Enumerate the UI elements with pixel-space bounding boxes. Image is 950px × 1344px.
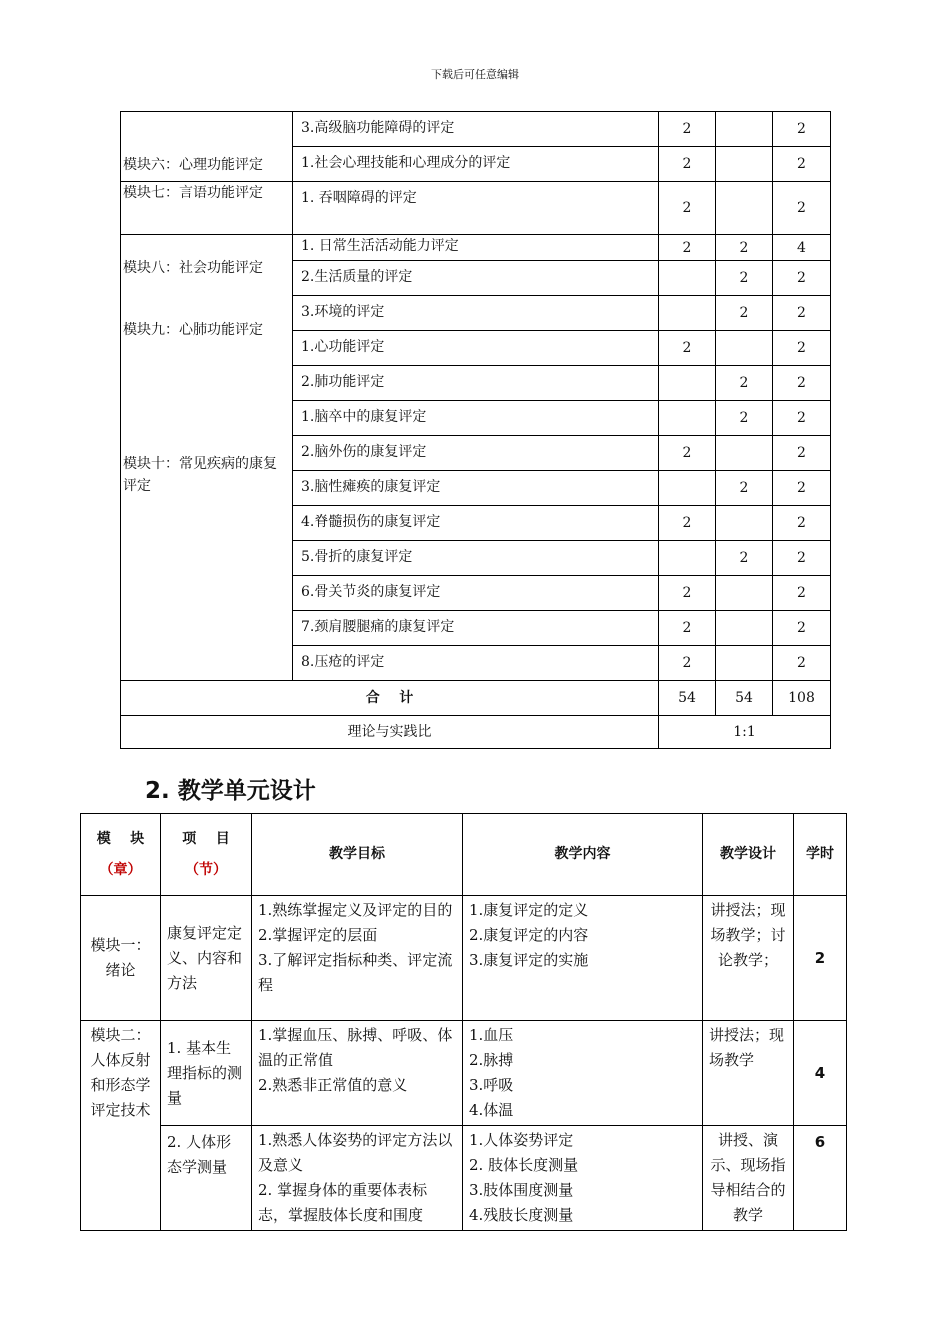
total-hours: 108 xyxy=(773,681,831,716)
goal-line: 3.了解评定指标种类、评定流程 xyxy=(258,951,453,994)
header-module-label: 模 块 xyxy=(96,830,145,847)
hours-table xyxy=(120,111,831,749)
total-cell: 2 xyxy=(773,436,831,471)
item-cell xyxy=(293,182,659,235)
hours-cell: 6 xyxy=(794,1126,847,1231)
item-cell xyxy=(293,296,659,331)
module-cell xyxy=(121,182,293,235)
header-hours: 学时 xyxy=(794,814,847,896)
theory-cell: 2 xyxy=(659,611,716,646)
total-cell: 2 xyxy=(773,471,831,506)
total-cell: 2 xyxy=(773,296,831,331)
item-label: 3.环境的评定 xyxy=(301,304,385,320)
header-project xyxy=(161,814,252,896)
total-cell: 2 xyxy=(773,576,831,611)
total-cell: 2 xyxy=(773,541,831,576)
theory-cell: 2 xyxy=(659,436,716,471)
header-goal: 教学目标 xyxy=(252,814,463,896)
module-cell xyxy=(121,112,293,182)
content-cell xyxy=(463,896,703,1021)
item-label: 1. 吞咽障碍的评定 xyxy=(301,190,417,206)
theory-cell xyxy=(659,471,716,506)
goal-cell xyxy=(252,1021,463,1126)
goal-line: 2. 掌握身体的重要体表标志，掌握肢体长度和围度 xyxy=(258,1181,428,1224)
total-cell: 2 xyxy=(773,366,831,401)
total-theory: 54 xyxy=(659,681,716,716)
item-cell xyxy=(293,541,659,576)
item-label: 8.压疮的评定 xyxy=(301,654,385,670)
item-label: 1.脑卒中的康复评定 xyxy=(301,409,427,425)
ratio-label: 理论与实践比 xyxy=(121,716,659,749)
theory-cell xyxy=(659,541,716,576)
total-cell: 2 xyxy=(773,182,831,235)
content-line: 1.人体姿势评定 xyxy=(469,1131,574,1149)
item-cell xyxy=(293,235,659,261)
theory-cell xyxy=(659,401,716,436)
practice-cell: 2 xyxy=(716,261,773,296)
goal-line: 2.熟悉非正常值的意义 xyxy=(258,1076,408,1094)
theory-cell xyxy=(659,296,716,331)
header-project-sub: （节） xyxy=(185,861,227,878)
item-label: 2.脑外伤的康复评定 xyxy=(301,444,427,460)
hours-cell: 4 xyxy=(794,1021,847,1126)
project-cell: 康复评定定义、内容和方法 xyxy=(161,896,252,1021)
practice-cell xyxy=(716,182,773,235)
design-cell: 讲授法；现场教学；讨论教学； xyxy=(703,896,794,1021)
module-cell: 模块一：绪论 xyxy=(81,896,161,1021)
content-line: 3.康复评定的实施 xyxy=(469,951,589,969)
total-cell: 2 xyxy=(773,331,831,366)
theory-cell xyxy=(659,261,716,296)
item-cell xyxy=(293,471,659,506)
item-cell xyxy=(293,436,659,471)
goal-line: 2.掌握评定的层面 xyxy=(258,926,378,944)
item-cell xyxy=(293,576,659,611)
page-header: 下载后可任意编辑 xyxy=(431,68,519,81)
total-cell: 2 xyxy=(773,261,831,296)
practice-cell: 2 xyxy=(716,471,773,506)
header-project-label: 项 目 xyxy=(182,830,230,847)
practice-cell xyxy=(716,576,773,611)
theory-cell: 2 xyxy=(659,235,716,261)
content-line: 4.体温 xyxy=(469,1101,514,1119)
item-label: 5.骨折的康复评定 xyxy=(301,549,413,565)
content-line: 2.康复评定的内容 xyxy=(469,926,589,944)
total-cell: 2 xyxy=(773,147,831,182)
practice-cell: 2 xyxy=(716,235,773,261)
total-label: 合 计 xyxy=(121,681,659,716)
practice-cell xyxy=(716,331,773,366)
goal-line: 1.熟悉人体姿势的评定方法以及意义 xyxy=(258,1131,453,1174)
ratio-value: 1:1 xyxy=(659,716,831,749)
total-cell: 2 xyxy=(773,646,831,681)
practice-cell xyxy=(716,506,773,541)
module-label: 模块七：言语功能评定 xyxy=(123,185,263,201)
content-line: 3.呼吸 xyxy=(469,1076,514,1094)
section-title: 2. 教学单元设计 xyxy=(145,778,316,804)
theory-cell: 2 xyxy=(659,646,716,681)
theory-cell: 2 xyxy=(659,506,716,541)
module-label: 模块九：心肺功能评定 xyxy=(123,322,263,338)
header-design: 教学设计 xyxy=(703,814,794,896)
project-cell: 2. 人体形态学测量 xyxy=(161,1126,252,1231)
practice-cell: 2 xyxy=(716,366,773,401)
theory-cell: 2 xyxy=(659,112,716,147)
item-label: 1.心功能评定 xyxy=(301,339,385,355)
content-cell xyxy=(463,1126,703,1231)
module-label: 模块十：常见疾病的康复评定 xyxy=(123,456,277,494)
practice-cell xyxy=(716,112,773,147)
content-line: 1.血压 xyxy=(469,1026,514,1044)
item-label: 1.社会心理技能和心理成分的评定 xyxy=(301,155,511,171)
project-cell: 1. 基本生理指标的测量 xyxy=(161,1021,252,1126)
item-label: 3.高级脑功能障碍的评定 xyxy=(301,120,455,136)
theory-cell: 2 xyxy=(659,331,716,366)
item-label: 2.肺功能评定 xyxy=(301,374,385,390)
content-line: 2. 肢体长度测量 xyxy=(469,1156,579,1174)
header-module-sub: （章） xyxy=(99,861,142,878)
theory-cell: 2 xyxy=(659,182,716,235)
item-cell xyxy=(293,506,659,541)
hours-cell: 2 xyxy=(794,896,847,1021)
item-cell xyxy=(293,112,659,147)
total-cell: 2 xyxy=(773,401,831,436)
item-cell xyxy=(293,611,659,646)
goal-line: 1.熟练掌握定义及评定的目的 xyxy=(258,901,453,919)
theory-cell: 2 xyxy=(659,147,716,182)
unit-design-table xyxy=(80,813,847,1231)
item-label: 4.脊髓损伤的康复评定 xyxy=(301,514,441,530)
goal-line: 1.掌握血压、脉搏、呼吸、体温的正常值 xyxy=(258,1026,453,1069)
module-cell xyxy=(121,235,293,681)
item-cell xyxy=(293,646,659,681)
total-cell: 4 xyxy=(773,235,831,261)
practice-cell xyxy=(716,147,773,182)
practice-cell: 2 xyxy=(716,296,773,331)
item-cell xyxy=(293,261,659,296)
item-label: 6.骨关节炎的康复评定 xyxy=(301,584,441,600)
total-cell: 2 xyxy=(773,112,831,147)
theory-cell: 2 xyxy=(659,576,716,611)
total-cell: 2 xyxy=(773,506,831,541)
design-cell: 讲授、演示、现场指导相结合的教学 xyxy=(703,1126,794,1231)
content-cell xyxy=(463,1021,703,1126)
practice-cell: 2 xyxy=(716,541,773,576)
item-cell xyxy=(293,331,659,366)
module-label: 模块八：社会功能评定 xyxy=(123,260,263,276)
goal-cell xyxy=(252,1126,463,1231)
content-line: 3.肢体围度测量 xyxy=(469,1181,574,1199)
practice-cell xyxy=(716,611,773,646)
total-practice: 54 xyxy=(716,681,773,716)
module-cell: 模块二：人体反射和形态学评定技术 xyxy=(81,1021,161,1231)
total-cell: 2 xyxy=(773,611,831,646)
item-cell xyxy=(293,401,659,436)
practice-cell: 2 xyxy=(716,401,773,436)
content-line: 1.康复评定的定义 xyxy=(469,901,589,919)
practice-cell xyxy=(716,436,773,471)
content-line: 4.残肢长度测量 xyxy=(469,1206,574,1224)
design-cell: 讲授法；现场教学 xyxy=(703,1021,794,1126)
content-line: 2.脉搏 xyxy=(469,1051,514,1069)
item-cell xyxy=(293,147,659,182)
item-label: 2.生活质量的评定 xyxy=(301,269,413,285)
module-label: 模块六：心理功能评定 xyxy=(123,157,263,173)
goal-cell xyxy=(252,896,463,1021)
header-module xyxy=(81,814,161,896)
item-label: 1. 日常生活活动能力评定 xyxy=(301,238,459,254)
item-label: 7.颈肩腰腿痛的康复评定 xyxy=(301,619,455,635)
practice-cell xyxy=(716,646,773,681)
item-label: 3.脑性瘫痪的康复评定 xyxy=(301,479,441,495)
item-cell xyxy=(293,366,659,401)
header-content: 教学内容 xyxy=(463,814,703,896)
theory-cell xyxy=(659,366,716,401)
